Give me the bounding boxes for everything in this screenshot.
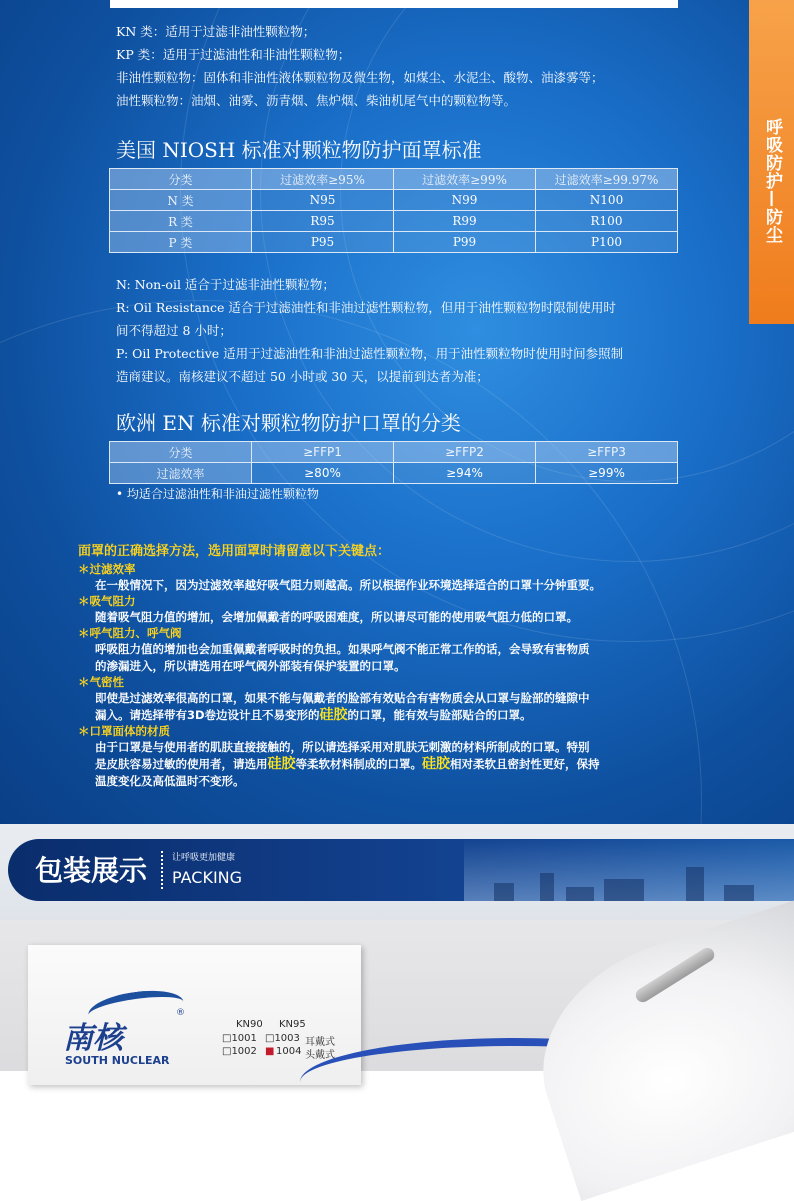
- en-title: 欧洲 EN 标准对颗粒物防护口罩的分类: [116, 411, 461, 435]
- table-cell: P100: [536, 232, 678, 253]
- table-cell: P95: [252, 232, 394, 253]
- key-points-title: 面罩的正确选择方法，选用面罩时请留意以下关键点：: [78, 544, 391, 559]
- side-tab-label: 呼吸防护—防尘: [762, 118, 782, 244]
- table-header-row: [110, 169, 678, 190]
- niosh-table: [109, 168, 678, 253]
- table-cell: N100: [536, 190, 678, 211]
- key-point-heading: ＊过滤效率: [78, 562, 136, 576]
- text-run: 漏入。请选择带有3D卷边设计且不易变形的: [95, 708, 320, 722]
- niosh-notes: [116, 273, 716, 388]
- intro-line: 非油性颗粒物：固体和非油性液体颗粒物及微生物，如煤尘、水泥尘、酸物、油漆雾等；: [116, 70, 604, 85]
- table-row: [110, 463, 678, 484]
- packing-title: 包装展示: [35, 854, 148, 887]
- intro-line: KN 类：适用于过滤非油性颗粒物；: [116, 24, 316, 39]
- highlight-silicone: 硅胶: [267, 756, 296, 772]
- key-point-body: 在一般情况下，因为过滤效率越好吸气阻力则越高。所以根据作业环境选择适合的口罩十分钟重要。: [95, 578, 601, 592]
- brand-english: SOUTH NUCLEAR: [65, 1054, 170, 1067]
- key-points: [78, 540, 738, 790]
- note-line: 造商建议。南核建议不超过 50 小时或 30 天，以提前到达者为准；: [116, 369, 489, 384]
- intro-line: 油性颗粒物：油烟、油雾、沥青烟、焦炉烟、柴油机尾气中的颗粒物等。: [116, 93, 517, 108]
- key-point-body: 即使是过滤效率很高的口罩，如果不能与佩戴者的脸部有效贴合有害物质会从口罩与脸部的缝隙中: [95, 691, 590, 705]
- table-header-cell: ≥FFP1: [252, 442, 394, 463]
- text-run: 是皮肤容易过敏的使用者，请选用: [95, 757, 268, 771]
- table-cell: P99: [394, 232, 536, 253]
- table-header-cell: 过滤效率≥99.97%: [536, 169, 678, 190]
- table-header-cell: 过滤效率≥95%: [252, 169, 394, 190]
- box-item: □1003: [265, 1033, 300, 1044]
- key-point-body: 由于口罩是与使用者的肌肤直接接触的，所以请选择采用对肌肤无刺激的材料所制成的口罩。特别: [95, 740, 590, 754]
- text-run: 相对柔软且密封性更好，保持: [450, 757, 600, 771]
- box-item: □1002: [222, 1046, 257, 1057]
- table-cell: N 类: [110, 190, 252, 211]
- table-cell: ≥94%: [394, 463, 536, 484]
- intro-text: [116, 20, 716, 112]
- text-run: 等柔软材料制成的口罩。: [295, 757, 422, 771]
- table-cell: N95: [252, 190, 394, 211]
- key-point-heading: ＊气密性: [78, 675, 124, 689]
- key-point-heading: ＊呼气阻力、呼气阀: [78, 626, 182, 640]
- note-line: P: Oil Protective 适用于过滤油性和非油过滤性颗粒物，用于油性颗粒物时使用时间参照制: [116, 346, 624, 361]
- table-cell: N99: [394, 190, 536, 211]
- key-point-body-highlighted: [78, 756, 738, 773]
- key-point-body: 温度变化及高低温时不变形。: [95, 774, 245, 788]
- box-item: 头戴式: [305, 1050, 335, 1061]
- top-white-bar: [110, 0, 678, 8]
- en-table: [109, 441, 678, 484]
- niosh-title: 美国 NIOSH 标准对颗粒物防护面罩标准: [116, 138, 482, 162]
- table-header-cell: 分类: [110, 442, 252, 463]
- highlight-silicone: 硅胶: [319, 707, 348, 723]
- key-point-body: 的渗漏进入，所以请选用在呼气阀外部装有保护装置的口罩。: [95, 659, 406, 673]
- key-point-heading: ＊口罩面体的材质: [78, 724, 170, 738]
- table-cell: R100: [536, 211, 678, 232]
- table-cell: ≥99%: [536, 463, 678, 484]
- note-line: 间不得超过 8 小时；: [116, 323, 232, 338]
- table-header-row: [110, 442, 678, 463]
- brand-logo: 南核: [63, 1021, 123, 1056]
- table-row: [110, 190, 678, 211]
- table-header-cell: ≥FFP3: [536, 442, 678, 463]
- key-point-body: 随着吸气阻力值的增加，会增加佩戴者的呼吸困难度，所以请尽可能的使用吸气阻力低的口罩。: [95, 610, 578, 624]
- note-line: N: Non-oil 适合于过滤非油性颗粒物；: [116, 277, 335, 292]
- box-col-kn95: KN95: [279, 1019, 306, 1030]
- packing-english: PACKING: [172, 868, 243, 887]
- box-col-kn90: KN90: [236, 1019, 263, 1030]
- table-header-cell: ≥FFP2: [394, 442, 536, 463]
- text-run: 的口罩，能有效与脸部贴合的口罩。: [347, 708, 532, 722]
- packing-divider: [161, 851, 165, 889]
- intro-line: KP 类：适用于过滤油性和非油性颗粒物；: [116, 47, 351, 62]
- table-row: [110, 211, 678, 232]
- note-line: R: Oil Resistance 适合于过滤油性和非油过滤性颗粒物，但用于油性颗粒物时限制使用时: [116, 300, 616, 315]
- key-point-body: 呼吸阻力值的增加也会加重佩戴者呼吸时的负担。如果呼气阀不能正常工作的话，会导致有害物质: [95, 642, 590, 656]
- key-point-body-highlighted: [78, 707, 738, 724]
- table-cell: ≥80%: [252, 463, 394, 484]
- checked-box-icon: ■: [265, 1046, 275, 1057]
- table-header-cell: 过滤效率≥99%: [394, 169, 536, 190]
- box-item: 耳戴式: [305, 1037, 335, 1048]
- table-cell: 过滤效率: [110, 463, 252, 484]
- registered-mark: ®: [176, 1008, 185, 1018]
- box-item: □1001: [222, 1033, 257, 1044]
- table-cell: R95: [252, 211, 394, 232]
- side-tab[interactable]: [749, 0, 794, 324]
- en-note: • 均适合过滤油性和非油过滤性颗粒物: [116, 487, 319, 501]
- table-cell: R 类: [110, 211, 252, 232]
- key-point-heading: ＊吸气阻力: [78, 594, 136, 608]
- highlight-silicone: 硅胶: [422, 756, 450, 772]
- packing-subtitle: 让呼吸更加健康: [172, 853, 236, 863]
- table-header-cell: 分类: [110, 169, 252, 190]
- table-row: [110, 232, 678, 253]
- table-cell: R99: [394, 211, 536, 232]
- box-item: 1004: [276, 1046, 302, 1057]
- table-cell: P 类: [110, 232, 252, 253]
